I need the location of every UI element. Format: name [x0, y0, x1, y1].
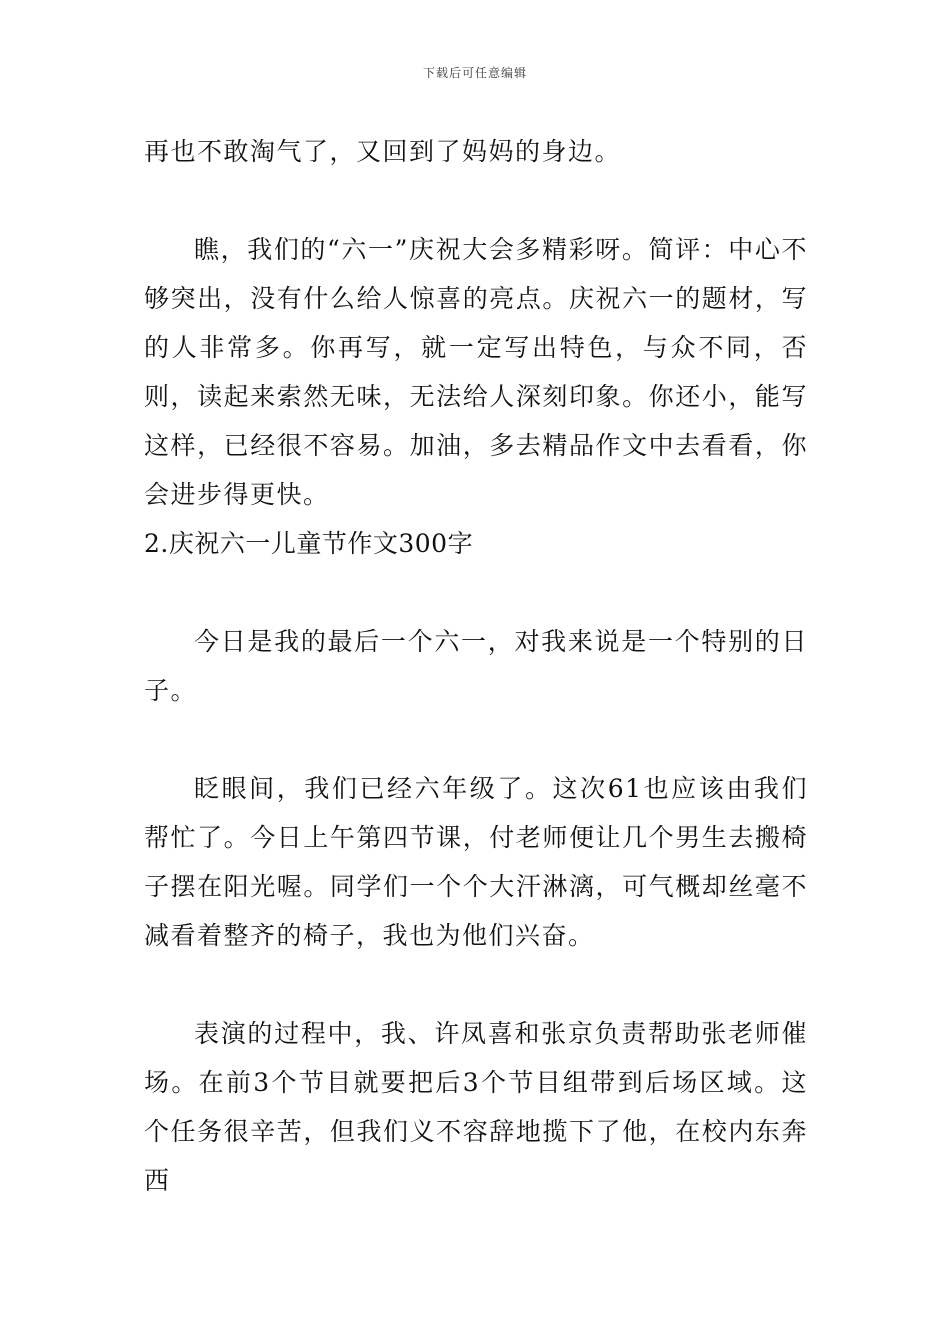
paragraph-review: 瞧，我们的“六一”庆祝大会多精彩呀。简评：中心不够突出，没有什么给人惊喜的亮点。庆祝六一的题材，写的人非常多。你再写，就一定写出特色，与众不同，否则，读起来索然无味，无法给人深刻印象。你还小，能写这样，已经很不容易。加油，多去精品作文中去看看，你会进步得更快。: [144, 235, 808, 509]
section-heading: 2.庆祝六一儿童节作文300字: [144, 529, 474, 558]
paragraph-preparation: 眨眼间，我们已经六年级了。这次61也应该由我们帮忙了。今日上午第四节课，付老师便让几个男生去搬椅子摆在阳光喔。同学们一个个大汗淋漓，可气概却丝毫不减看着整齐的椅子，我也为他们兴奋。: [144, 774, 808, 950]
paragraph-continuation: 再也不敢淘气了，又回到了妈妈的身边。: [144, 137, 622, 166]
paragraph-intro: 今日是我的最后一个六一，对我来说是一个特别的日子。: [144, 627, 808, 705]
document-body: [144, 127, 808, 1205]
page-header-note: 下载后可任意编辑: [422, 66, 527, 80]
paragraph-performance: 表演的过程中，我、许凤喜和张京负责帮助张老师催场。在前3个节目就要把后3个节目组带到后场区域。这个任务很辛苦，但我们义不容辞地揽下了他，在校内东奔西: [144, 1019, 808, 1195]
